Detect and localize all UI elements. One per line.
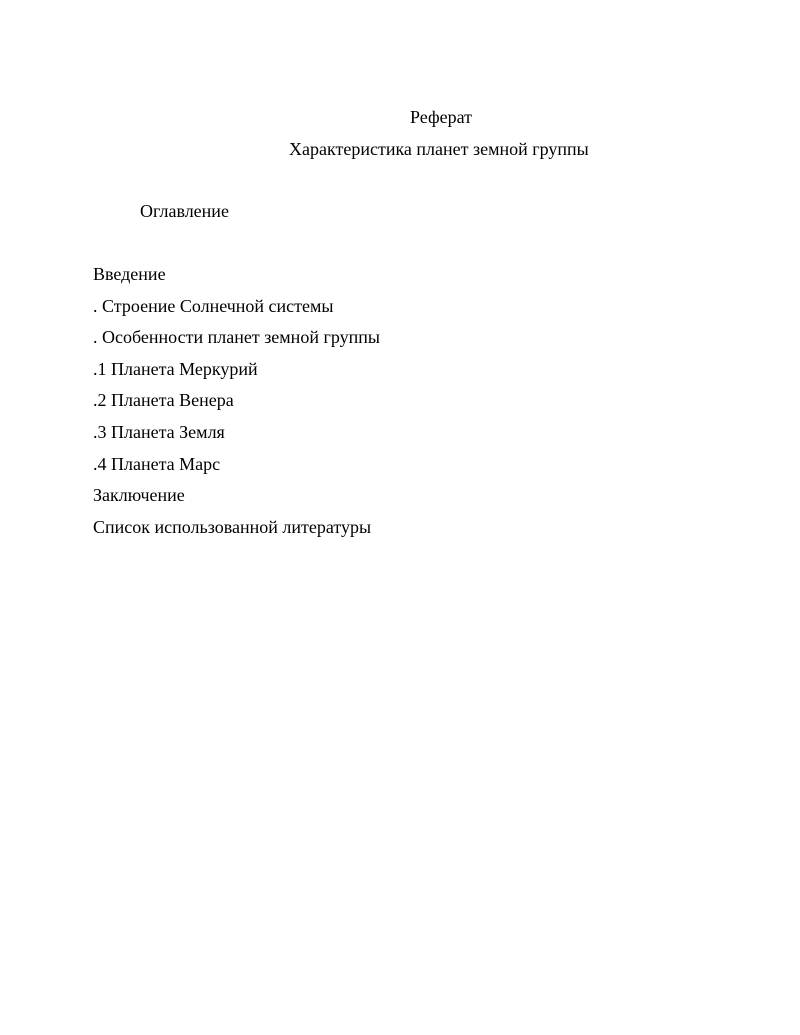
toc-heading: Оглавление	[140, 201, 229, 221]
toc-item-terrestrial-planets-features: . Особенности планет земной группы	[93, 327, 380, 348]
toc-item-venus: .2 Планета Венера	[93, 390, 234, 411]
toc-item-mercury: .1 Планета Меркурий	[93, 358, 258, 379]
table-of-contents	[93, 262, 380, 546]
document-subtitle: Характеристика планет земной группы	[289, 139, 589, 159]
document-title: Реферат	[410, 107, 473, 127]
toc-item-conclusion: Заключение	[93, 485, 185, 506]
toc-item-mars: .4 Планета Марс	[93, 453, 221, 474]
toc-item-solar-system-structure: . Строение Солнечной системы	[93, 295, 334, 316]
toc-item-introduction: Введение	[93, 264, 166, 284]
toc-item-earth: .3 Планета Земля	[93, 421, 225, 442]
toc-item-references: Список использованной литературы	[93, 516, 372, 537]
